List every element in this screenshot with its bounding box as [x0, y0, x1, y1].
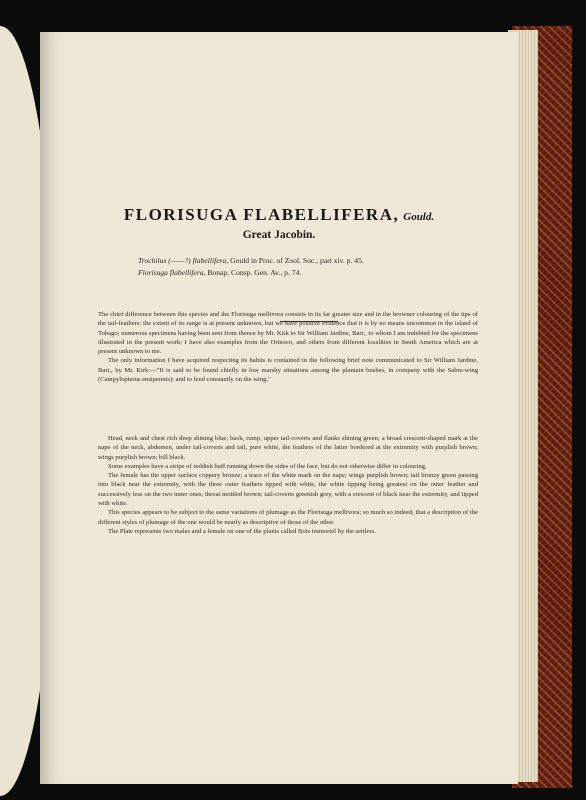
title-author: Gould. — [403, 211, 435, 223]
paragraph: The chief difference between this species and the Florisuga mellivora consists in its far greater size and in the browner colouring of the tips of the tail-feathers: the extent of its range is at present unknown, but we have positive evidence that it is by no means uncommon in the island of Tobago; numerous specimens having been sent from thence by Mr. Kirk to Sir William Jardine, Bart., to whom I am indebted for the specimens illustrated in the present work; I have also examples from the Orinoco, and others from different localities in South America which are at present unknown to me. — [98, 311, 478, 356]
paragraph: The only information I have acquired respecting its habits is contained in the following brief note communicated to Sir William Jardine, Bart., by Mr. Kirk:—"It is said to be found chiefly in low marshy situations among the plantain bushes, in company with the Sabre-wing (Campylopterus ensipennis); and to feed constantly on the wing." — [98, 357, 478, 384]
paragraph: The female has the upper surface coppery bronze; a trace of the white mark on the nape; wings purplish brown; tail bronzy green passing into black near the extremity, with the three outer feathers tipped with white, the white tipping being greatest on the outer feather and successively less on the two inner ones; throat mottled brown; tail-coverts greenish grey, with a crescent of black near the extremity, and tipped with white. — [98, 472, 478, 508]
body-section-2 — [98, 434, 478, 536]
synonym-line — [138, 268, 301, 277]
paragraph: The Plate represents two males and a female on one of the plants called Bois immortel by the settlers. — [108, 527, 376, 535]
synonym-italic: Trochilus (——?) flabellifera, — [138, 256, 229, 265]
body-section-1 — [98, 310, 478, 384]
paragraph: Some examples have a stripe of reddish buff running down the sides of the face, but do not otherwise differ in colouring. — [108, 462, 427, 470]
synonym-text: Bonap. Consp. Gen. Av., p. 74. — [205, 268, 302, 277]
synonym-italic: Florisuga flabellifera, — [138, 268, 206, 277]
paragraph: Head, neck and chest rich deep shining blue; back, rump, upper tail-coverts and flanks shining green; a broad crescent-shaped mark at the nape of the neck, abdomen, under tail-coverts and tail, pure white, the feathers of the latter bordered at the extremity with purplish brown; wings purplish brown; bill black. — [98, 435, 478, 461]
book-page — [40, 32, 518, 784]
synonym-text: Gould in Proc. of Zool. Soc., part xiv. p. 45. — [228, 256, 364, 265]
synonym-line — [138, 256, 364, 265]
title-main: FLORISUGA FLABELLIFERA, — [123, 205, 400, 224]
paragraph: This species appears to be subject to the same variations of plumage as the Florisuga mellivora; so much so indeed, that a description of the different styles of plumage of the one would be nearly as descriptive of those of the other. — [98, 509, 478, 526]
species-title — [40, 205, 518, 225]
common-name: Great Jacobin. — [242, 229, 316, 241]
